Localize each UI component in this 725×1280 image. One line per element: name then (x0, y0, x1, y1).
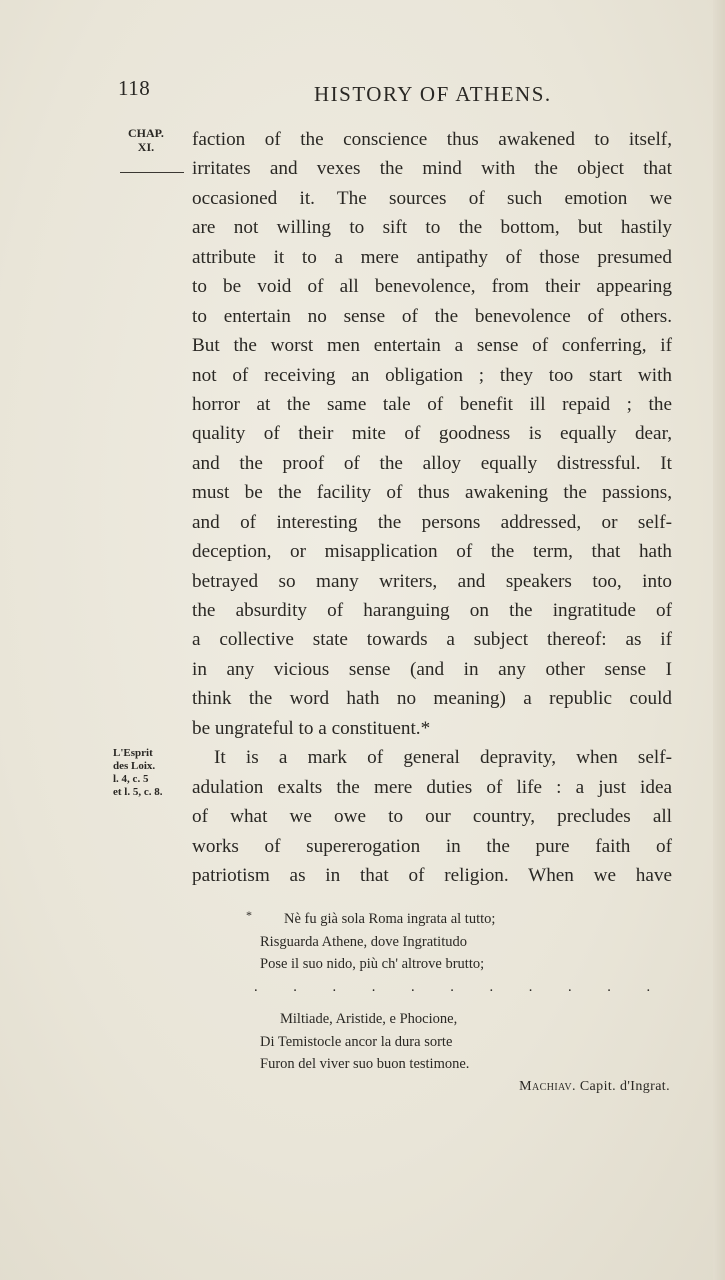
text-line: are not willing to sift to the bottom, but hastily (192, 217, 672, 239)
text-line: patriotism as in that of religion. When we have (192, 864, 672, 886)
text-line: to be void of all benevolence, from their appearing (192, 276, 672, 298)
citation-line: L'Esprit (113, 747, 153, 759)
text-line: the absurdity of haranguing on the ingratitude of (192, 600, 672, 621)
text-line: to entertain no sense of the benevolence of others. (192, 305, 672, 327)
citation-line: des Loix. (113, 760, 156, 772)
text-line: think the word hath no meaning) a republic could (192, 688, 672, 710)
text-line: It is a mark of general depravity, when self- (214, 747, 672, 769)
footnote-attribution (246, 1076, 676, 1099)
text-line: quality of their mite of goodness is equally dear, (192, 423, 672, 445)
footnote-marker: * (246, 908, 252, 922)
text-line: adulation exalts the mere duties of life : a just idea (192, 776, 672, 798)
text-line: be ungrateful to a constituent.* (192, 717, 431, 739)
verse-ellipsis: . . . . . . . . . . . (254, 978, 667, 995)
citation-line: et l. 5, c. 8. (113, 786, 163, 798)
chapter-marker (128, 126, 164, 154)
margin-citation (113, 747, 162, 799)
verse-line: Nè fu già sola Roma ingrata al tutto; (284, 911, 496, 927)
footnote (246, 908, 676, 1098)
text-line: attribute it to a mere antipathy of those presumed (192, 246, 672, 268)
text-line: and of interesting the persons addressed, or self- (192, 511, 672, 533)
attribution-work: Capit. d'Ingrat. (579, 1078, 670, 1094)
text-line: occasioned it. The sources of such emotion we (192, 187, 672, 209)
text-line: betrayed so many writers, and speakers too, into (192, 570, 672, 592)
verse-line: Miltiade, Aristide, e Phocione, (280, 1011, 458, 1027)
verse-line: Risguarda Athene, dove Ingratitudo (260, 933, 467, 950)
text-line: But the worst men entertain a sense of conferring, if (192, 335, 672, 357)
verse-line: Di Temistocle ancor la dura sorte (260, 1033, 453, 1050)
text-line: deception, or misapplication of the term, that hath (192, 541, 672, 563)
verse-line: Furon del viver suo buon testimone. (260, 1056, 470, 1072)
chapter-number: XI. (137, 140, 155, 154)
main-text (192, 125, 672, 890)
chapter-label: CHAP. (128, 126, 164, 140)
text-line: horror at the same tale of benefit ill repaid ; the (192, 393, 672, 415)
text-line: faction of the conscience thus awakened to itself, (192, 129, 672, 150)
running-head: HISTORY OF ATHENS. (314, 82, 552, 106)
page-edge (713, 0, 725, 1280)
text-line: in any vicious sense (and in any other sense I (192, 658, 672, 680)
text-line: must be the facility of thus awakening the passions, (192, 482, 672, 504)
attribution-author: Machiav. (519, 1078, 576, 1094)
page-number: 118 (118, 76, 151, 100)
text-line: of what we owe to our country, precludes all (192, 806, 672, 828)
text-line: a collective state towards a subject thereof: as if (192, 629, 672, 651)
text-line: irritates and vexes the mind with the object that (192, 158, 672, 180)
chapter-rule (120, 172, 184, 173)
verse-line: Pose il suo nido, più ch' altrove brutto; (260, 956, 485, 972)
text-line: and the proof of the alloy equally distressful. It (192, 452, 672, 474)
text-line: works of supererogation in the pure faith of (192, 835, 672, 857)
text-line: not of receiving an obligation ; they too start with (192, 364, 672, 386)
citation-line: l. 4, c. 5 (113, 773, 149, 785)
